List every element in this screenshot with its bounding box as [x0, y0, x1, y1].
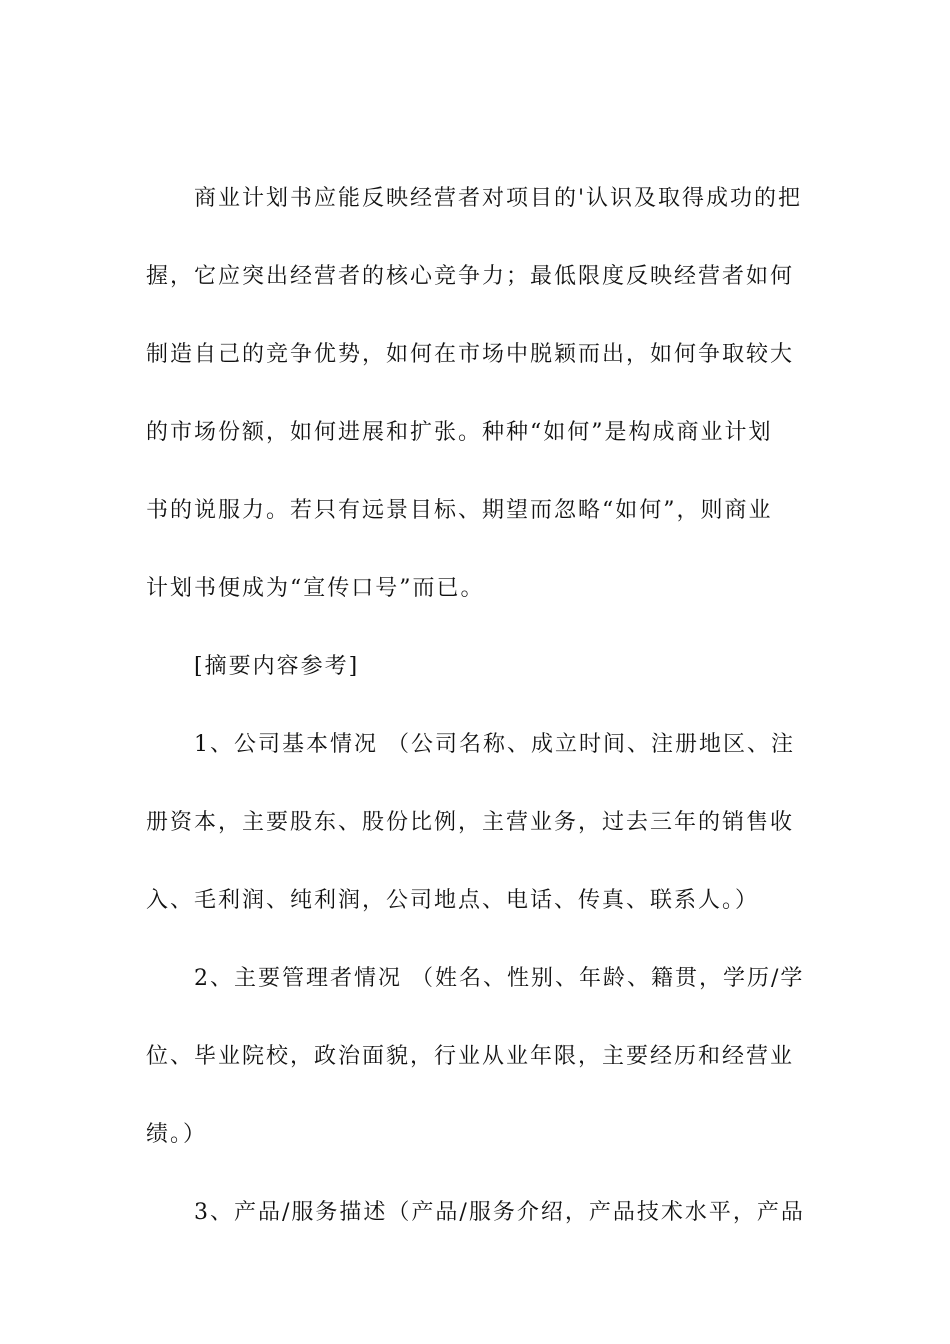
- item-2-line-2: 位、毕业院校，政治面貌，行业从业年限，主要经历和经营业: [146, 1044, 795, 1069]
- item-1-line-3: 入、毛利润、纯利润，公司地点、电话、传真、联系人。）: [146, 888, 760, 913]
- item-2-line-3: 绩。）: [146, 1122, 208, 1147]
- item-1-line-2: 册资本，主要股东、股份比例，主营业务，过去三年的销售收: [146, 810, 795, 835]
- paragraph-1-line-6: 计划书便成为“宣传口号”而已。: [146, 576, 485, 601]
- item-2-line-1: 2、主要管理者情况 （姓名、性别、年龄、籍贯，学历/学: [194, 966, 805, 991]
- item-1-line-1: 1、公司基本情况 （公司名称、成立时间、注册地区、注: [194, 732, 795, 757]
- paragraph-1-line-3: 制造自己的竞争优势，如何在市场中脱颖而出，如何争取较大: [146, 342, 795, 367]
- section-heading: [摘要内容参考]: [194, 654, 360, 679]
- paragraph-1-line-1: 商业计划书应能反映经营者对项目的'认识及取得成功的把: [194, 186, 803, 211]
- paragraph-1-line-5: 书的说服力。若只有远景目标、期望而忽略“如何”，则商业: [146, 498, 773, 523]
- paragraph-1-line-4: 的市场份额，如何进展和扩张。种种“如何”是构成商业计划: [146, 420, 773, 445]
- item-3-line-1: 3、产品/服务描述（产品/服务介绍，产品技术水平，产品: [194, 1200, 805, 1225]
- paragraph-1-line-2: 握，它应突出经营者的核心竞争力；最低限度反映经营者如何: [146, 264, 795, 289]
